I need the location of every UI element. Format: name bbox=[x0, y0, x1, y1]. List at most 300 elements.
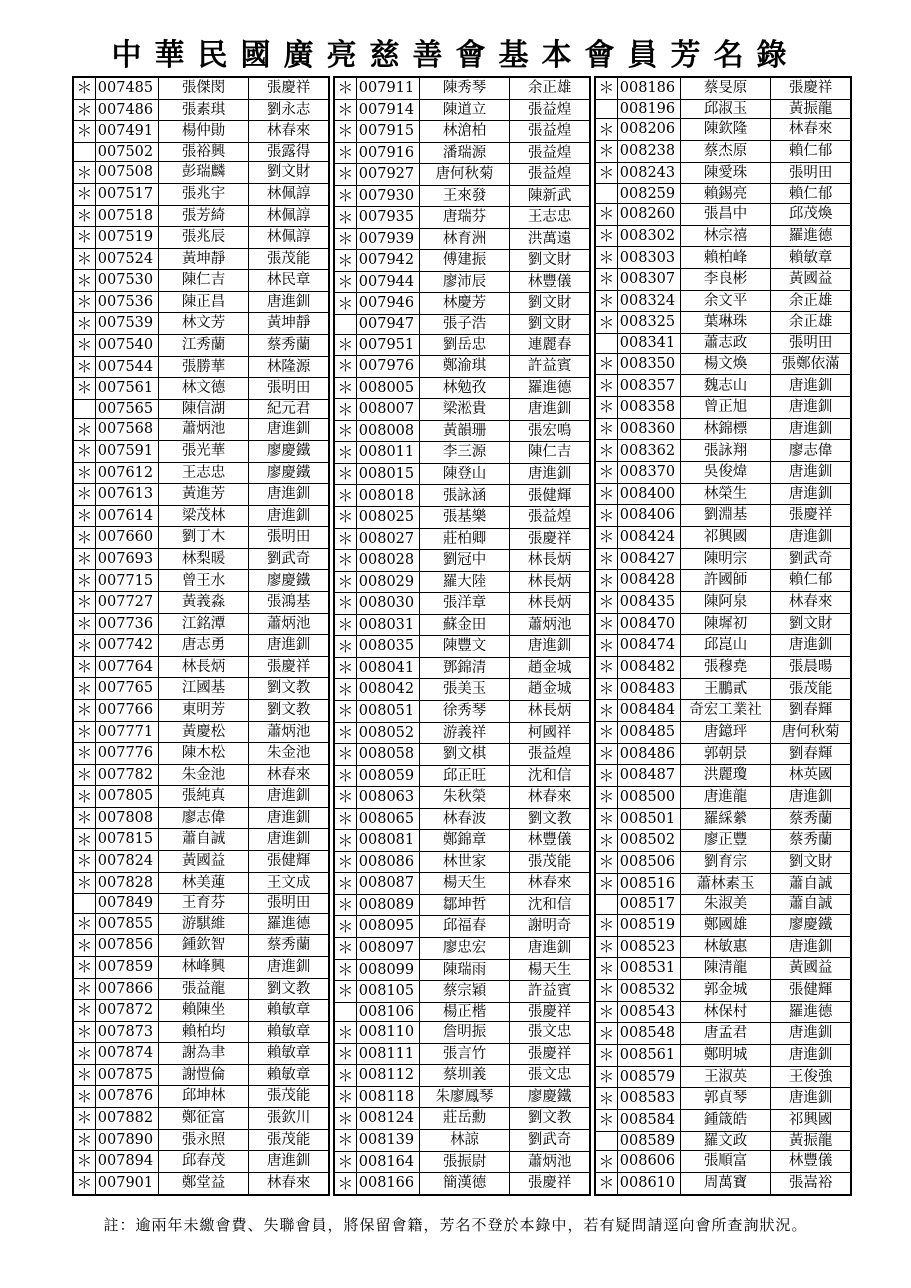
member-id: 008035 bbox=[356, 636, 419, 658]
member-name: 王育芬 bbox=[158, 894, 248, 914]
member-id: 008583 bbox=[617, 1088, 680, 1110]
member-name: 劉文棋 bbox=[419, 744, 509, 766]
table-row bbox=[596, 162, 851, 184]
member-id: 008186 bbox=[617, 78, 680, 100]
member-mark: ＊ bbox=[74, 656, 96, 678]
member-mark: ＊ bbox=[596, 1151, 618, 1173]
table-row bbox=[596, 936, 851, 958]
member-mark: ＊ bbox=[335, 463, 357, 485]
member-name: 游騏維 bbox=[158, 913, 248, 935]
member-table bbox=[334, 77, 590, 1195]
member-name: 陳道立 bbox=[419, 99, 509, 121]
member-id: 008106 bbox=[356, 1002, 419, 1022]
table-row bbox=[335, 207, 590, 229]
table-row bbox=[74, 1108, 329, 1130]
table-row bbox=[74, 1043, 329, 1065]
member-mark: ＊ bbox=[335, 550, 357, 572]
sponsor-name: 林春來 bbox=[771, 592, 851, 614]
member-id: 008008 bbox=[356, 420, 419, 442]
sponsor-name: 劉文財 bbox=[510, 293, 590, 315]
member-id: 008360 bbox=[617, 418, 680, 440]
sponsor-name: 林豐儀 bbox=[510, 271, 590, 293]
member-name: 唐鐿玶 bbox=[680, 721, 770, 743]
member-id: 008500 bbox=[617, 786, 680, 808]
member-mark: ＊ bbox=[335, 420, 357, 442]
table-row bbox=[596, 657, 851, 679]
sponsor-name: 唐進釧 bbox=[510, 463, 590, 485]
member-mark: ＊ bbox=[335, 142, 357, 164]
member-mark: ＊ bbox=[335, 164, 357, 186]
table-row bbox=[596, 1001, 851, 1023]
member-mark: ＊ bbox=[74, 205, 96, 227]
table-row bbox=[74, 527, 329, 549]
member-name: 曾王水 bbox=[158, 570, 248, 592]
member-name: 楊仲勛 bbox=[158, 121, 248, 143]
member-id: 007727 bbox=[95, 592, 158, 614]
member-name: 林諒 bbox=[419, 1129, 509, 1151]
member-name: 張基樂 bbox=[419, 507, 509, 529]
sponsor-name: 張明田 bbox=[771, 162, 851, 184]
member-id: 008474 bbox=[617, 635, 680, 657]
member-name: 鄭錦章 bbox=[419, 830, 509, 852]
member-mark: ＊ bbox=[74, 1064, 96, 1086]
member-mark: ＊ bbox=[596, 830, 618, 852]
sponsor-name: 張宏鳴 bbox=[510, 420, 590, 442]
member-mark: ＊ bbox=[596, 462, 618, 484]
sponsor-name: 劉春輝 bbox=[771, 700, 851, 722]
member-id: 007855 bbox=[95, 913, 158, 935]
member-mark: ＊ bbox=[596, 204, 618, 226]
sponsor-name: 張益煌 bbox=[510, 99, 590, 121]
member-mark: ＊ bbox=[74, 248, 96, 270]
member-name: 楊文煥 bbox=[680, 353, 770, 375]
member-mark: ＊ bbox=[335, 916, 357, 938]
table-row bbox=[335, 334, 590, 356]
member-id: 008486 bbox=[617, 743, 680, 765]
sponsor-name: 唐進釧 bbox=[771, 375, 851, 397]
sponsor-name: 羅進德 bbox=[510, 377, 590, 399]
member-mark: ＊ bbox=[596, 657, 618, 679]
sponsor-name: 黃坤靜 bbox=[249, 313, 329, 335]
member-name: 唐孟君 bbox=[680, 1023, 770, 1045]
member-mark: ＊ bbox=[74, 1151, 96, 1173]
member-mark: ＊ bbox=[74, 613, 96, 635]
member-mark bbox=[596, 1131, 618, 1151]
member-name: 蔡圳義 bbox=[419, 1065, 509, 1087]
sponsor-name: 張明田 bbox=[771, 334, 851, 354]
member-mark: ＊ bbox=[74, 786, 96, 808]
member-id: 007765 bbox=[95, 678, 158, 700]
member-mark: ＊ bbox=[335, 1043, 357, 1065]
table-row bbox=[74, 248, 329, 270]
member-mark: ＊ bbox=[74, 872, 96, 894]
member-mark: ＊ bbox=[596, 290, 618, 312]
member-id: 007715 bbox=[95, 570, 158, 592]
sponsor-name: 蕭炳池 bbox=[249, 613, 329, 635]
sponsor-name: 許益賓 bbox=[510, 356, 590, 378]
sponsor-name: 趙金城 bbox=[510, 679, 590, 701]
sponsor-name: 紀元君 bbox=[249, 399, 329, 419]
table-row bbox=[335, 765, 590, 787]
member-name: 劉冠中 bbox=[419, 550, 509, 572]
sponsor-name: 林佩諄 bbox=[249, 183, 329, 205]
sponsor-name: 蕭炳池 bbox=[249, 721, 329, 743]
table-row bbox=[74, 764, 329, 786]
sponsor-name: 黃振龍 bbox=[771, 99, 851, 119]
sponsor-name: 劉永志 bbox=[249, 99, 329, 121]
member-name: 許國師 bbox=[680, 570, 770, 592]
member-name: 林長炳 bbox=[158, 656, 248, 678]
sponsor-name: 蔡秀蘭 bbox=[249, 335, 329, 357]
member-name: 王淑英 bbox=[680, 1066, 770, 1088]
member-name: 梁茂林 bbox=[158, 505, 248, 527]
member-mark: ＊ bbox=[335, 250, 357, 272]
sponsor-name: 張鄭依滿 bbox=[771, 353, 851, 375]
sponsor-name: 唐進釧 bbox=[771, 1044, 851, 1066]
member-name: 張傑閔 bbox=[158, 78, 248, 100]
member-mark: ＊ bbox=[596, 570, 618, 592]
member-name: 蕭志政 bbox=[680, 334, 770, 354]
member-mark: ＊ bbox=[596, 162, 618, 184]
member-mark bbox=[596, 334, 618, 354]
sponsor-name: 唐進釧 bbox=[249, 484, 329, 506]
member-mark: ＊ bbox=[74, 162, 96, 184]
table-row bbox=[335, 593, 590, 615]
member-column-2 bbox=[333, 76, 591, 1196]
member-name: 張詠涵 bbox=[419, 485, 509, 507]
member-id: 008470 bbox=[617, 613, 680, 635]
member-table bbox=[73, 77, 329, 1195]
member-id: 007776 bbox=[95, 743, 158, 765]
table-row bbox=[74, 807, 329, 829]
member-mark: ＊ bbox=[335, 207, 357, 229]
member-name: 賴錫亮 bbox=[680, 184, 770, 204]
table-row bbox=[74, 78, 329, 100]
member-mark: ＊ bbox=[596, 483, 618, 505]
sponsor-name: 黃振龍 bbox=[771, 1131, 851, 1151]
member-id: 008517 bbox=[617, 895, 680, 915]
member-name: 張子浩 bbox=[419, 315, 509, 335]
member-id: 007540 bbox=[95, 335, 158, 357]
member-id: 008406 bbox=[617, 505, 680, 527]
member-name: 簡漢德 bbox=[419, 1173, 509, 1195]
member-name: 郭金城 bbox=[680, 979, 770, 1001]
table-row bbox=[74, 419, 329, 441]
member-id: 007502 bbox=[95, 142, 158, 162]
member-name: 陳欽隆 bbox=[680, 119, 770, 141]
sponsor-name: 黃國益 bbox=[771, 958, 851, 980]
member-id: 007849 bbox=[95, 894, 158, 914]
member-mark: ＊ bbox=[596, 743, 618, 765]
member-mark: ＊ bbox=[74, 99, 96, 121]
sponsor-name: 蕭自誠 bbox=[771, 873, 851, 895]
member-name: 林文德 bbox=[158, 378, 248, 400]
member-id: 007856 bbox=[95, 935, 158, 957]
table-row bbox=[596, 592, 851, 614]
sponsor-name: 陳新武 bbox=[510, 185, 590, 207]
member-name: 吳俊煒 bbox=[680, 462, 770, 484]
member-id: 008358 bbox=[617, 397, 680, 419]
member-mark: ＊ bbox=[74, 78, 96, 100]
member-name: 張益龍 bbox=[158, 978, 248, 1000]
table-row bbox=[74, 935, 329, 957]
member-name: 東明芳 bbox=[158, 699, 248, 721]
member-mark: ＊ bbox=[596, 1066, 618, 1088]
member-name: 邱春茂 bbox=[158, 1151, 248, 1173]
member-name: 林宗禧 bbox=[680, 225, 770, 247]
table-row bbox=[596, 808, 851, 830]
member-id: 008027 bbox=[356, 528, 419, 550]
table-row bbox=[74, 291, 329, 313]
member-name: 梁淞貴 bbox=[419, 399, 509, 421]
table-row bbox=[74, 399, 329, 419]
table-row bbox=[335, 1002, 590, 1022]
member-name: 陳清龍 bbox=[680, 958, 770, 980]
member-name: 謝愷倫 bbox=[158, 1064, 248, 1086]
member-id: 007485 bbox=[95, 78, 158, 100]
table-row bbox=[596, 743, 851, 765]
member-id: 008484 bbox=[617, 700, 680, 722]
member-mark: ＊ bbox=[335, 399, 357, 421]
member-mark: ＊ bbox=[596, 808, 618, 830]
sponsor-name: 劉文教 bbox=[249, 699, 329, 721]
member-id: 008029 bbox=[356, 571, 419, 593]
table-row bbox=[74, 205, 329, 227]
member-mark: ＊ bbox=[335, 873, 357, 895]
table-row bbox=[596, 570, 851, 592]
member-name: 林峰興 bbox=[158, 956, 248, 978]
member-name: 江國基 bbox=[158, 678, 248, 700]
table-row bbox=[596, 1172, 851, 1194]
member-name: 張勝華 bbox=[158, 356, 248, 378]
member-name: 林春波 bbox=[419, 808, 509, 830]
table-row bbox=[596, 290, 851, 312]
member-id: 008428 bbox=[617, 570, 680, 592]
sponsor-name: 唐進釧 bbox=[510, 636, 590, 658]
sponsor-name: 余正雄 bbox=[771, 312, 851, 334]
table-row bbox=[335, 851, 590, 873]
member-name: 陳信湖 bbox=[158, 399, 248, 419]
member-mark: ＊ bbox=[74, 1021, 96, 1043]
member-mark: ＊ bbox=[74, 678, 96, 700]
table-row bbox=[596, 334, 851, 354]
member-id: 008350 bbox=[617, 353, 680, 375]
table-row bbox=[335, 99, 590, 121]
member-name: 林文芳 bbox=[158, 313, 248, 335]
table-row bbox=[335, 830, 590, 852]
member-id: 007939 bbox=[356, 228, 419, 250]
table-row bbox=[74, 872, 329, 894]
table-row bbox=[335, 700, 590, 722]
sponsor-name: 黃國益 bbox=[771, 269, 851, 291]
table-row bbox=[596, 225, 851, 247]
member-id: 008051 bbox=[356, 700, 419, 722]
member-name: 邱淑玉 bbox=[680, 99, 770, 119]
member-mark: ＊ bbox=[74, 570, 96, 592]
member-mark: ＊ bbox=[74, 807, 96, 829]
member-mark bbox=[596, 184, 618, 204]
table-row bbox=[335, 1129, 590, 1151]
member-name: 林慶芳 bbox=[419, 293, 509, 315]
member-name: 鄭堂益 bbox=[158, 1172, 248, 1194]
member-id: 008028 bbox=[356, 550, 419, 572]
member-name: 邱坤林 bbox=[158, 1086, 248, 1108]
table-row bbox=[335, 959, 590, 981]
sponsor-name: 賴敏章 bbox=[249, 1043, 329, 1065]
member-id: 007518 bbox=[95, 205, 158, 227]
table-row bbox=[74, 505, 329, 527]
member-id: 008561 bbox=[617, 1044, 680, 1066]
member-id: 008105 bbox=[356, 981, 419, 1003]
table-row bbox=[74, 484, 329, 506]
sponsor-name: 張晨暘 bbox=[771, 657, 851, 679]
member-name: 王來發 bbox=[419, 185, 509, 207]
member-id: 007519 bbox=[95, 227, 158, 249]
table-row bbox=[74, 121, 329, 143]
member-id: 007859 bbox=[95, 956, 158, 978]
member-mark: ＊ bbox=[596, 979, 618, 1001]
sponsor-name: 王文成 bbox=[249, 872, 329, 894]
sponsor-name: 沈和信 bbox=[510, 894, 590, 916]
table-row bbox=[335, 185, 590, 207]
member-id: 008324 bbox=[617, 290, 680, 312]
member-id: 008483 bbox=[617, 678, 680, 700]
table-row bbox=[74, 142, 329, 162]
member-id: 007591 bbox=[95, 441, 158, 463]
member-name: 劉丁木 bbox=[158, 527, 248, 549]
member-mark: ＊ bbox=[596, 721, 618, 743]
member-name: 廖忠宏 bbox=[419, 937, 509, 959]
member-mark: ＊ bbox=[596, 958, 618, 980]
table-row bbox=[335, 1151, 590, 1173]
sponsor-name: 林春來 bbox=[249, 764, 329, 786]
sponsor-name: 劉文財 bbox=[771, 613, 851, 635]
member-mark: ＊ bbox=[335, 1108, 357, 1130]
member-name: 林美蓮 bbox=[158, 872, 248, 894]
sponsor-name: 林春來 bbox=[249, 121, 329, 143]
member-mark bbox=[596, 99, 618, 119]
member-id: 008052 bbox=[356, 722, 419, 744]
footnote: 註：逾兩年未繳會費、失聯會員，將保留會籍，芳名不登於本錄中，若有疑問請逕向會所查詢狀況。 bbox=[103, 1216, 808, 1234]
member-mark: ＊ bbox=[596, 141, 618, 163]
member-id: 008166 bbox=[356, 1173, 419, 1195]
member-mark: ＊ bbox=[74, 829, 96, 851]
member-id: 008325 bbox=[617, 312, 680, 334]
member-name: 鄭國雄 bbox=[680, 914, 770, 936]
sponsor-name: 唐進釧 bbox=[771, 936, 851, 958]
member-id: 008124 bbox=[356, 1108, 419, 1130]
sponsor-name: 林春來 bbox=[249, 1172, 329, 1194]
member-mark: ＊ bbox=[335, 528, 357, 550]
member-name: 葉琳珠 bbox=[680, 312, 770, 334]
member-mark: ＊ bbox=[335, 830, 357, 852]
member-name: 陳木松 bbox=[158, 743, 248, 765]
sponsor-name: 王俊強 bbox=[771, 1066, 851, 1088]
member-name: 朱金池 bbox=[158, 764, 248, 786]
table-row bbox=[335, 164, 590, 186]
member-mark: ＊ bbox=[335, 442, 357, 464]
member-name: 曾正旭 bbox=[680, 397, 770, 419]
sponsor-name: 張健輝 bbox=[510, 485, 590, 507]
member-name: 黃進芳 bbox=[158, 484, 248, 506]
sponsor-name: 劉文財 bbox=[510, 250, 590, 272]
table-row bbox=[596, 1109, 851, 1131]
sponsor-name: 賴仁郁 bbox=[771, 570, 851, 592]
table-row bbox=[74, 183, 329, 205]
table-row bbox=[596, 851, 851, 873]
member-mark: ＊ bbox=[596, 613, 618, 635]
member-id: 008362 bbox=[617, 440, 680, 462]
member-name: 陳登山 bbox=[419, 463, 509, 485]
member-id: 008502 bbox=[617, 830, 680, 852]
sponsor-name: 唐進釧 bbox=[771, 1088, 851, 1110]
member-name: 邱正旺 bbox=[419, 765, 509, 787]
member-mark: ＊ bbox=[596, 1023, 618, 1045]
member-name: 江銘潭 bbox=[158, 613, 248, 635]
sponsor-name: 劉文財 bbox=[249, 162, 329, 184]
member-mark: ＊ bbox=[74, 1086, 96, 1108]
member-id: 007660 bbox=[95, 527, 158, 549]
member-mark: ＊ bbox=[596, 225, 618, 247]
member-name: 林勉孜 bbox=[419, 377, 509, 399]
member-mark: ＊ bbox=[335, 636, 357, 658]
table-row bbox=[596, 914, 851, 936]
member-mark: ＊ bbox=[335, 657, 357, 679]
member-mark bbox=[335, 315, 357, 335]
table-row bbox=[596, 1044, 851, 1066]
member-id: 008031 bbox=[356, 614, 419, 636]
member-id: 008531 bbox=[617, 958, 680, 980]
table-row bbox=[74, 894, 329, 914]
member-mark bbox=[596, 895, 618, 915]
member-name: 林世家 bbox=[419, 851, 509, 873]
table-row bbox=[74, 99, 329, 121]
table-row bbox=[335, 485, 590, 507]
member-mark: ＊ bbox=[74, 527, 96, 549]
member-id: 008302 bbox=[617, 225, 680, 247]
member-id: 007771 bbox=[95, 721, 158, 743]
member-id: 007561 bbox=[95, 378, 158, 400]
table-row bbox=[596, 830, 851, 852]
sponsor-name: 廖慶鐵 bbox=[510, 1086, 590, 1108]
member-mark: ＊ bbox=[596, 119, 618, 141]
sponsor-name: 張慶祥 bbox=[510, 1002, 590, 1022]
member-name: 張振尉 bbox=[419, 1151, 509, 1173]
member-name: 朱廖鳳琴 bbox=[419, 1086, 509, 1108]
sponsor-name: 張益煌 bbox=[510, 142, 590, 164]
sponsor-name: 唐進釧 bbox=[249, 956, 329, 978]
sponsor-name: 張益煌 bbox=[510, 164, 590, 186]
member-name: 張永照 bbox=[158, 1129, 248, 1151]
member-id: 007947 bbox=[356, 315, 419, 335]
sponsor-name: 張健輝 bbox=[249, 851, 329, 873]
member-id: 008118 bbox=[356, 1086, 419, 1108]
table-row bbox=[335, 808, 590, 830]
member-id: 007491 bbox=[95, 121, 158, 143]
member-name: 楊天生 bbox=[419, 873, 509, 895]
table-row bbox=[596, 184, 851, 204]
member-name: 張昌中 bbox=[680, 204, 770, 226]
member-id: 007911 bbox=[356, 78, 419, 100]
member-name: 蕭炳池 bbox=[158, 419, 248, 441]
member-name: 張芳綺 bbox=[158, 205, 248, 227]
table-row bbox=[335, 78, 590, 100]
member-name: 朱淑美 bbox=[680, 895, 770, 915]
sponsor-name: 張明田 bbox=[249, 378, 329, 400]
sponsor-name: 唐進釧 bbox=[771, 483, 851, 505]
member-name: 林榮生 bbox=[680, 483, 770, 505]
member-id: 007693 bbox=[95, 548, 158, 570]
